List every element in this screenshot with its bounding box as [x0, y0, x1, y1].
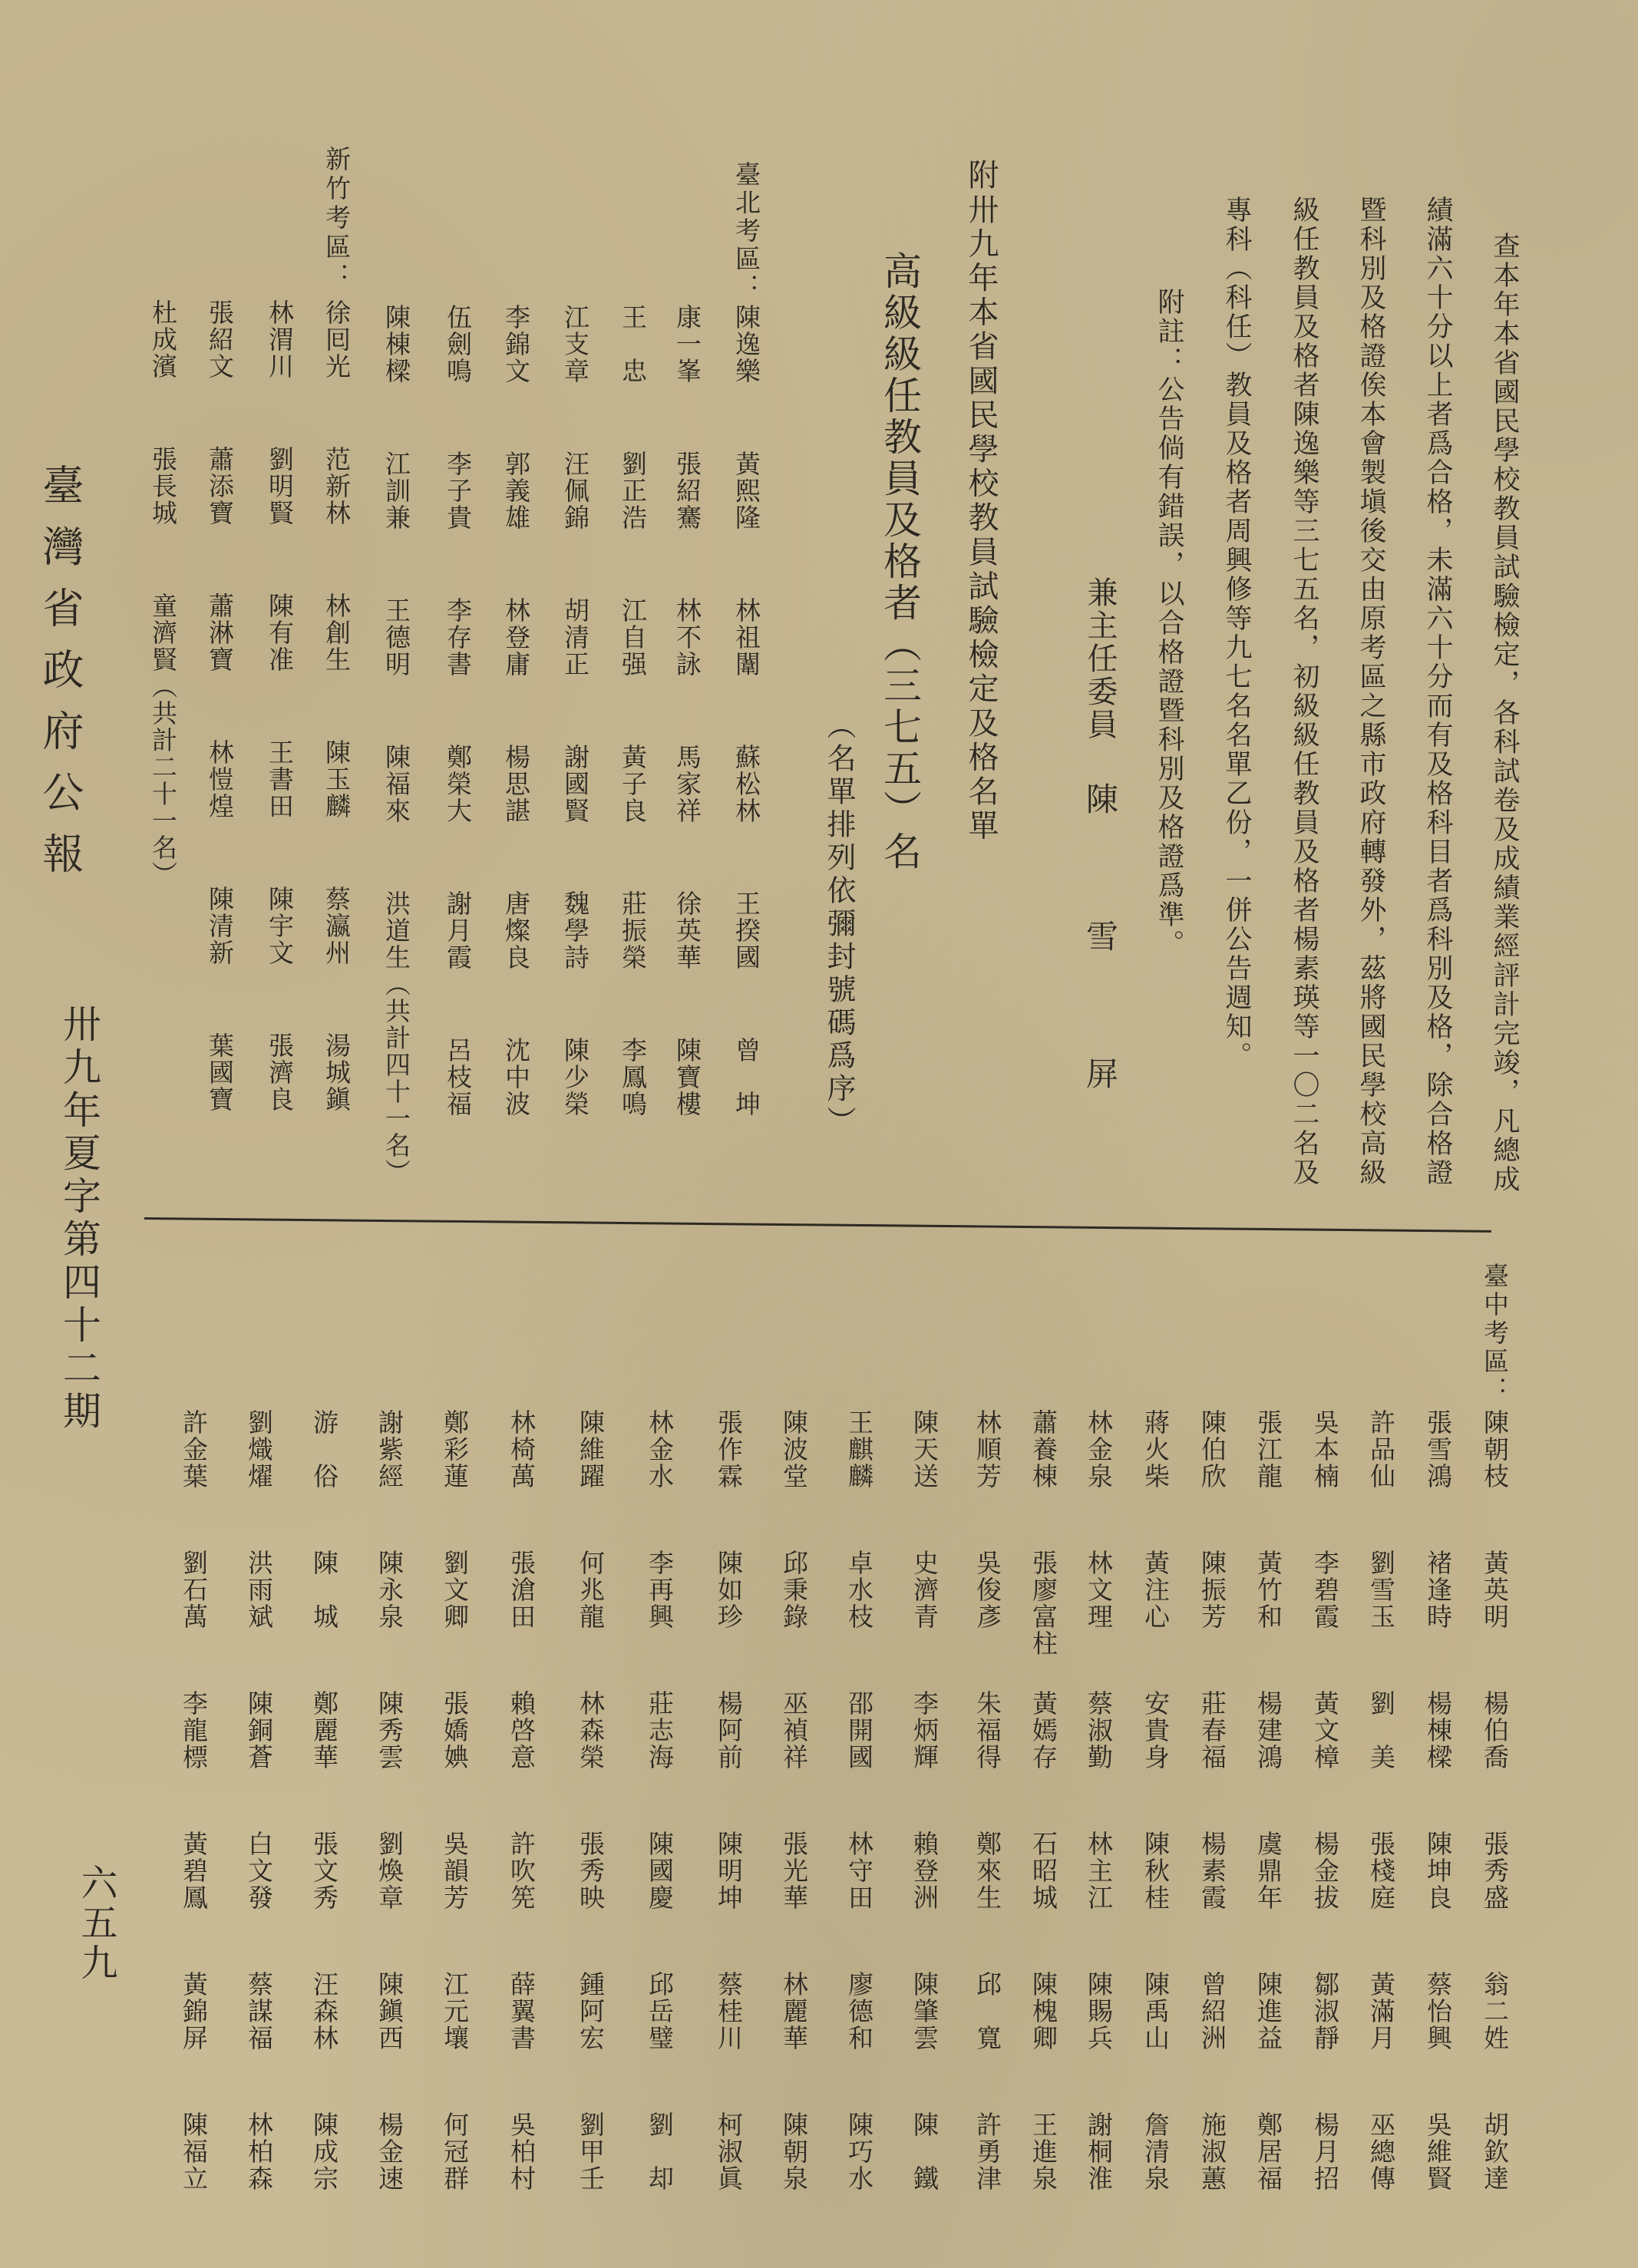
examinee-name: 翁二姓: [1480, 1971, 1510, 2052]
examinee-name: 鄭居福: [1253, 2111, 1283, 2192]
examinee-name: 楊金拔: [1310, 1831, 1340, 1911]
examinee-name: 劉正浩: [618, 451, 648, 531]
name-column: [620, 304, 646, 1184]
examinee-name: 鄭榮大: [443, 744, 473, 824]
examinee-name: 呂枝福: [443, 1037, 473, 1117]
name-column: [442, 1409, 468, 2252]
examinee-name: 杜成濱: [148, 299, 178, 380]
examinee-name: 許吹筅: [507, 1831, 537, 1911]
name-column: [324, 299, 350, 1179]
examinee-name-with-total: [148, 593, 178, 888]
appendix-heading: 附卅九年本省國民學校教員試驗檢定及格名單: [963, 159, 999, 843]
examinee-name: 蔡淑勤: [1084, 1690, 1114, 1771]
examinee-name: 郭義雄: [501, 451, 531, 531]
examinee-name: 黃注心: [1141, 1550, 1171, 1630]
ordering-note: （名單排列依彌封號碼爲序）: [822, 710, 856, 1139]
examinee-name: 蔡怡興: [1423, 1971, 1453, 2052]
examinee-name: 劉甲壬: [576, 2111, 606, 2192]
examinee-name: 吳俊彥: [973, 1550, 1002, 1630]
examinee-name: 陳天送: [910, 1409, 940, 1490]
examinee-name: 林登庸: [501, 597, 531, 678]
examinee-name: 蘇松林: [731, 744, 761, 824]
examinee-name: 張紹文: [205, 299, 235, 380]
examinee-name: 楊阿前: [714, 1690, 744, 1771]
examinee-name: 劉 美: [1366, 1690, 1396, 1771]
examinee-name: 陳振芳: [1197, 1550, 1227, 1630]
examinee-name: 李再興: [645, 1550, 675, 1630]
examinee-name: 沈中波: [501, 1037, 531, 1117]
examinee-name: 李碧霞: [1310, 1550, 1340, 1630]
examinee-name: 安貴身: [1141, 1690, 1171, 1771]
name-column: [501, 304, 531, 1184]
examinee-name: 陳逸樂: [731, 304, 761, 385]
examinee-name: 施淑蕙: [1197, 2111, 1227, 2192]
name-column: [246, 1409, 272, 2252]
examinee-name: 張嬌婰: [440, 1690, 470, 1771]
examinee-name: 李龍標: [179, 1690, 209, 1771]
examinee-name: 廖德和: [844, 1971, 874, 2052]
examinee-name: 黃文樟: [1310, 1690, 1340, 1771]
district-label-taichung: 臺中考區：: [1480, 1263, 1510, 1405]
examinee-name: 史濟青: [910, 1550, 940, 1630]
name-column: [781, 1409, 807, 2252]
examinee-name: 林麗華: [779, 1971, 809, 2052]
name-column: [309, 1409, 339, 2252]
examinee-name: 王 忠: [618, 304, 648, 385]
examinee-name: 陳宇文: [265, 886, 295, 966]
examinee-name: 李子貴: [443, 451, 473, 531]
examinee-name: 陳國慶: [645, 1831, 675, 1911]
examinee-name: 楊素霞: [1197, 1831, 1227, 1911]
examinee-name: 林不詠: [672, 597, 702, 678]
announcement-footnote: 附註：公告倘有錯誤，以合格證暨科別及格證爲準。: [1154, 288, 1184, 959]
examinee-name: 汪森林: [309, 1971, 339, 2052]
examinee-name: 陳朝枝: [1480, 1409, 1510, 1490]
examinee-name: 謝紫經: [375, 1409, 405, 1490]
examinee-name: 許金葉: [179, 1409, 209, 1490]
name-column: [509, 1409, 535, 2252]
examinee-name: 唐燦良: [501, 890, 531, 971]
examinee-name: 陳玉麟: [322, 739, 352, 820]
examinee-name: 陳進益: [1253, 1971, 1283, 2052]
examinee-name: 黃嫣存: [1029, 1690, 1058, 1771]
examinee-name: 張雪鴻: [1423, 1409, 1453, 1490]
examinee-name: 王書田: [265, 739, 295, 820]
district-label-taipei: 臺北考區：: [731, 161, 761, 302]
examinee-name: 林金泉: [1084, 1409, 1114, 1490]
name-column: [560, 304, 590, 1184]
name-column: [148, 299, 178, 888]
examinee-name: 劉明賢: [265, 446, 295, 527]
examinee-name: 劉文卿: [440, 1550, 470, 1630]
examinee-name: 賴登洲: [910, 1831, 940, 1911]
name-column: [381, 304, 411, 1186]
examinee-name: 陳 鐵: [910, 2111, 940, 2192]
name-column: [1031, 1409, 1057, 2252]
examinee-name: 魏學詩: [560, 890, 590, 971]
examinee-name: 蔡桂川: [714, 1971, 744, 2052]
examinee-name: 王揆國: [731, 890, 761, 971]
examinee-name: 吳韻芳: [440, 1831, 470, 1911]
examinee-name: 馬家祥: [672, 744, 702, 824]
examinee-name: 李炳輝: [910, 1690, 940, 1771]
district-total: （共計二十一名）: [148, 673, 178, 888]
examinee-name: 陳寶樓: [672, 1037, 702, 1117]
examinee-name: 張光華: [779, 1831, 809, 1911]
examinee-name: 陳巧水: [844, 2111, 874, 2192]
examinee-name: 陳少榮: [560, 1037, 590, 1117]
examinee-name: 江支章: [560, 304, 590, 385]
examinee-name: 徐英華: [672, 890, 702, 971]
examinee-name: 汪佩錦: [560, 451, 590, 531]
examinee-name: 林創生: [322, 593, 352, 673]
announcement-line-2: 績滿六十分以上者爲合格，未滿六十分而有及格科目者爲科別及格，除合格證: [1422, 196, 1453, 1187]
examinee-name: 張長城: [148, 446, 178, 527]
examinee-name: 賴啓意: [507, 1690, 537, 1771]
examinee-name: 鄒淑靜: [1310, 1971, 1340, 2052]
examinee-name: 黃錦屏: [179, 1971, 209, 2052]
issue-number: 卅九年夏字第四十二期: [57, 1004, 101, 1434]
examinee-name: 黃熙隆: [731, 451, 761, 531]
page-number: 六五九: [74, 1864, 117, 1983]
examinee-name: 林文理: [1084, 1550, 1114, 1630]
examinee-name: 王德明: [381, 597, 411, 678]
examinee-name: 詹清泉: [1141, 2111, 1171, 2192]
examinee-name: 柯淑眞: [714, 2111, 744, 2192]
examinee-name: 林森榮: [576, 1690, 606, 1771]
examinee-name: 吳維賢: [1423, 2111, 1453, 2192]
examinee-name: 江自强: [618, 597, 648, 678]
examinee-name: 洪雨斌: [244, 1550, 274, 1630]
examinee-name: 陳秀雲: [375, 1690, 405, 1771]
name-column: [207, 299, 233, 1179]
examinee-name: 楊金速: [375, 2111, 405, 2192]
examinee-name: 陳 城: [309, 1550, 339, 1630]
examinee-name: 許品仙: [1366, 1409, 1396, 1490]
examinee-name: 楊月招: [1310, 2111, 1340, 2192]
examinee-name: 蕭淋寶: [205, 593, 235, 673]
examinee-name: 邱岳璧: [645, 1971, 675, 2052]
examinee-name-with-total: [381, 890, 411, 1186]
name-column: [1425, 1409, 1451, 2252]
examinee-name: 陳銅蒼: [244, 1690, 274, 1771]
name-column: [1197, 1409, 1227, 2252]
name-column: [1310, 1409, 1340, 2252]
examinee-name: 白文發: [244, 1831, 274, 1911]
examinee-name: 陳朝泉: [779, 2111, 809, 2192]
examinee-name: 王進泉: [1029, 2111, 1058, 2192]
examinee-name: 謝月霞: [443, 890, 473, 971]
examinee-name: 莊志海: [645, 1690, 675, 1771]
name-column: [445, 304, 471, 1184]
examinee-name: 陳如珍: [714, 1550, 744, 1630]
name-column: [647, 1409, 673, 2252]
examinee-name: 謝桐淮: [1084, 2111, 1114, 2192]
examinee-name: 林主江: [1084, 1831, 1114, 1911]
examinee-name: 張廖富柱: [1029, 1550, 1058, 1657]
examinee-name: 陳永泉: [375, 1550, 405, 1630]
examinee-name: 劉煥章: [375, 1831, 405, 1911]
name-column: [578, 1409, 604, 2252]
examinee-name: 林金水: [645, 1409, 675, 1490]
examinee-name: 朱福得: [973, 1690, 1002, 1771]
examinee-name: 陳伯欣: [1197, 1409, 1227, 1490]
examinee-name: 邵開國: [844, 1690, 874, 1771]
examinee-name: 黃滿月: [1366, 1971, 1396, 2052]
examinee-name: 陳秋桂: [1141, 1831, 1171, 1911]
examinee-name: 王麒麟: [844, 1409, 874, 1490]
examinee-name: 黃竹和: [1253, 1550, 1283, 1630]
examinee-name: 何冠群: [440, 2111, 470, 2192]
examinee-name: 劉 却: [645, 2111, 675, 2192]
examinee-name: 張滄田: [507, 1550, 537, 1630]
examinee-name: 陳福來: [381, 744, 411, 824]
examinee-name: 蔡瀛州: [322, 886, 352, 966]
examinee-name: 林祖闈: [731, 597, 761, 678]
examinee-name: 陳坤良: [1423, 1831, 1453, 1911]
examinee-name: 張濟良: [265, 1032, 295, 1113]
examinee-name: 鄭彩蓮: [440, 1409, 470, 1490]
examinee-name: 林渭川: [265, 299, 295, 380]
examinee-name: 林柏森: [244, 2111, 274, 2192]
examinee-name: 楊建鴻: [1253, 1690, 1283, 1771]
name-column: [975, 1409, 1001, 2252]
examinee-name: 楊思諶: [501, 744, 531, 824]
examinee-name: 劉石萬: [179, 1550, 209, 1630]
examinee-name: 張棧庭: [1366, 1831, 1396, 1911]
examinee-name: 江元壤: [440, 1971, 470, 2052]
examinee-name: 何兆龍: [576, 1550, 606, 1630]
examinee-name: 陳有准: [265, 593, 295, 673]
examinee-name: 鄭來生: [973, 1831, 1002, 1911]
announcement-line-3: 暨科別及格證俟本會製塡後交由原考區之縣市政府轉發外，茲將國民學校高級: [1356, 196, 1386, 1187]
announcement-line-1: 查本年本省國民學校教員試驗檢定，各科試卷及成績業經評計完竣，凡總成: [1489, 232, 1520, 1194]
appendix-subheading: 高級級任教員及格者（三七五）名: [877, 251, 922, 873]
examinee-name: 湯城鎭: [322, 1032, 352, 1113]
name-column: [844, 1409, 874, 2252]
examinee-name: 褚逢時: [1423, 1550, 1453, 1630]
examinee-name: 張秀盛: [1480, 1831, 1510, 1911]
name-column: [377, 1409, 403, 2252]
examinee-name: 葉國寶: [205, 1032, 235, 1113]
name-column: [912, 1409, 938, 2252]
name-column: [267, 299, 293, 1179]
examinee-name: 張作霖: [714, 1409, 744, 1490]
examinee-name: 蕭養棟: [1029, 1409, 1058, 1490]
examinee-name: 許勇津: [973, 2111, 1002, 2192]
examinee-name: 康一峯: [672, 304, 702, 385]
announcement-line-5: 專科（科任）教員及格者周興修等九七名名單乙份，一併公告週知。: [1221, 196, 1252, 1071]
examinee-name: 胡清正: [560, 597, 590, 678]
examinee-name: 徐囘光: [322, 299, 352, 380]
examinee-name: 劉雪玉: [1366, 1550, 1396, 1630]
examinee-name: 陳禹山: [1141, 1971, 1171, 2052]
examinee-name: 李錦文: [501, 304, 531, 385]
examinee-name: 陳成宗: [309, 2111, 339, 2192]
examinee-name: 石昭城: [1029, 1831, 1058, 1911]
examinee-name: 黃子良: [618, 744, 648, 824]
examinee-name: 游 俗: [309, 1409, 339, 1490]
examinee-name: 蕭添寶: [205, 446, 235, 527]
signatory-title: 兼主任委員: [1082, 576, 1118, 741]
examinee-name: 陳賜兵: [1084, 1971, 1114, 2052]
examinee-name: 陳鎭西: [375, 1971, 405, 2052]
examinee-name: 張紹騫: [672, 451, 702, 531]
examinee-name: 薛翼書: [507, 1971, 537, 2052]
name-column: [1482, 1409, 1508, 2252]
name-column: [672, 304, 702, 1184]
examinee-name: 童濟賢: [148, 593, 178, 673]
section-divider: [144, 1217, 1491, 1233]
examinee-name: 范新林: [322, 446, 352, 527]
examinee-name: 陳波堂: [779, 1409, 809, 1490]
examinee-name: 李鳳鳴: [618, 1037, 648, 1117]
examinee-name: 陳福立: [179, 2111, 209, 2192]
examinee-name: 鄭麗華: [309, 1690, 339, 1771]
examinee-name: 巫總傳: [1366, 2111, 1396, 2192]
name-column: [716, 1409, 742, 2252]
name-column: [1143, 1409, 1169, 2252]
examinee-name: 江訓兼: [381, 451, 411, 531]
examinee-name: 黃碧鳳: [179, 1831, 209, 1911]
examinee-name: 莊春福: [1197, 1690, 1227, 1771]
name-column: [1086, 1409, 1112, 2252]
name-column: [181, 1409, 207, 2252]
gazette-title: 臺灣省政府公報: [36, 464, 84, 893]
examinee-name: 謝國賢: [560, 744, 590, 824]
examinee-name: 吳本楠: [1310, 1409, 1340, 1490]
examinee-name: 邱秉錄: [779, 1550, 809, 1630]
district-label-hsinchu: 新竹考區：: [322, 146, 352, 292]
examinee-name: 吳柏村: [507, 2111, 537, 2192]
examinee-name: 林愷煌: [205, 739, 235, 820]
examinee-name: 陳棟樑: [381, 304, 411, 385]
name-column: [1366, 1409, 1396, 2252]
examinee-name: 伍劍鳴: [443, 304, 473, 385]
examinee-name: 卓水枝: [844, 1550, 874, 1630]
examinee-name: 陳維躍: [576, 1409, 606, 1490]
examinee-name: 張秀映: [576, 1831, 606, 1911]
announcement-line-4: 級任教員及格者陳逸樂等三七五名，初級級任教員及格者楊素瑛等一〇二名及: [1289, 196, 1319, 1187]
signatory-name: 陳雪屏: [1082, 782, 1119, 1194]
examinee-name: 楊伯喬: [1480, 1690, 1510, 1771]
examinee-name: 陳肇雲: [910, 1971, 940, 2052]
examinee-name: 林順芳: [973, 1409, 1002, 1490]
examinee-name: 莊振榮: [618, 890, 648, 971]
examinee-name: 黃英明: [1480, 1550, 1510, 1630]
name-column: [1253, 1409, 1283, 2252]
examinee-name: 鍾阿宏: [576, 1971, 606, 2052]
examinee-name: 洪道生: [381, 890, 411, 971]
district-total: （共計四十一名）: [381, 971, 411, 1186]
examinee-name: 張文秀: [309, 1831, 339, 1911]
name-column: [731, 304, 761, 1184]
examinee-name: 楊棟樑: [1423, 1690, 1453, 1771]
examinee-name: 陳清新: [205, 886, 235, 966]
examinee-name: 蔡謀福: [244, 1971, 274, 2052]
examinee-name: 陳明坤: [714, 1831, 744, 1911]
examinee-name: 曾 坤: [731, 1037, 761, 1117]
examinee-name: 曾紹洲: [1197, 1971, 1227, 2052]
examinee-name: 張江龍: [1253, 1409, 1283, 1490]
examinee-name: 林守田: [844, 1831, 874, 1911]
examinee-name: 胡欽達: [1480, 2111, 1510, 2192]
examinee-name: 林椅萬: [507, 1409, 537, 1490]
examinee-name: 蔣火柴: [1141, 1409, 1171, 1490]
examinee-name: 陳槐卿: [1029, 1971, 1058, 2052]
examinee-name: 巫禎祥: [779, 1690, 809, 1771]
examinee-name: 虞鼎年: [1253, 1831, 1283, 1911]
examinee-name: 李存書: [443, 597, 473, 678]
examinee-name: 邱 寬: [973, 1971, 1002, 2052]
examinee-name: 劉熾燿: [244, 1409, 274, 1490]
